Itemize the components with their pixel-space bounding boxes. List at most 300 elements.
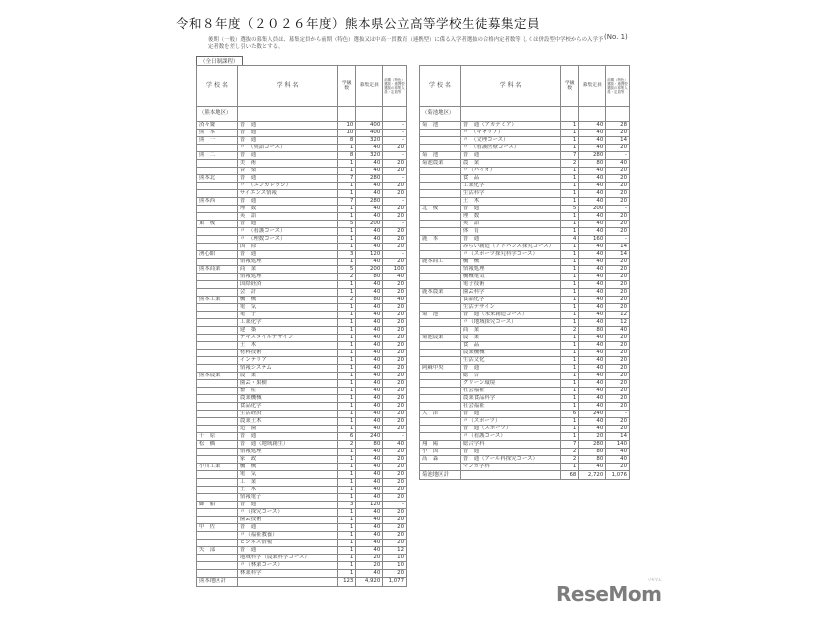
table-row: [197, 281, 407, 289]
capacity-cell: 40: [356, 456, 383, 464]
capacity-cell: 40: [356, 357, 383, 365]
classes-cell: 1: [338, 190, 356, 198]
capacity-cell: 40: [356, 182, 383, 190]
school-cell: [420, 425, 461, 433]
dept-cell: 普 通（未来創造コース）: [460, 311, 560, 319]
classes-cell: 1: [561, 243, 579, 251]
classes-cell: 1: [561, 213, 579, 221]
table-row: [420, 342, 630, 350]
classes-cell: 6: [561, 410, 579, 418]
dept-cell: ビジネス情報: [237, 539, 337, 547]
dept-cell: 理 数: [237, 205, 337, 213]
quota-cell: 20: [383, 524, 407, 532]
table-row: [197, 137, 407, 145]
quota-cell: 20: [606, 463, 630, 471]
capacity-cell: 4,920: [356, 577, 383, 586]
capacity-cell: 40: [579, 365, 606, 373]
classes-cell: 3: [338, 501, 356, 509]
table-row: [197, 440, 407, 448]
capacity-cell: 120: [356, 251, 383, 259]
dept-cell: 情報処理: [237, 448, 337, 456]
classes-cell: 6: [338, 433, 356, 441]
dept-cell: 情報処理: [460, 266, 560, 274]
school-cell: [197, 532, 238, 540]
school-cell: 熊 二: [197, 152, 238, 160]
school-cell: （熊本地区）: [197, 107, 238, 122]
quota-cell: 14: [606, 137, 630, 145]
classes-cell: 10: [338, 122, 356, 130]
school-cell: [420, 213, 461, 221]
school-cell: 熊本農業: [197, 372, 238, 380]
table-row: [420, 365, 630, 373]
classes-cell: 5: [338, 220, 356, 228]
table-row: [420, 175, 630, 183]
capacity-cell: 400: [356, 129, 383, 137]
dept-cell: 音 楽: [237, 167, 337, 175]
dept-cell: 土 木: [460, 197, 560, 205]
classes-cell: 123: [338, 577, 356, 586]
dept-cell: 生活文化: [460, 357, 560, 365]
right-header-row: [420, 66, 630, 107]
table-row: [197, 205, 407, 213]
capacity-cell: 40: [579, 228, 606, 236]
capacity-cell: 40: [356, 425, 383, 433]
classes-cell: 1: [338, 554, 356, 562]
classes-cell: 68: [561, 471, 579, 480]
dept-cell: 農 業: [237, 372, 337, 380]
quota-cell: 20: [383, 418, 407, 426]
table-row: [197, 448, 407, 456]
school-cell: [197, 243, 238, 251]
table-row: [420, 387, 630, 395]
capacity-header: 募集定員: [356, 66, 383, 107]
dept-cell: [237, 577, 337, 586]
dept-cell: 普 通: [237, 137, 337, 145]
capacity-cell: 40: [356, 478, 383, 486]
table-row: [197, 251, 407, 259]
quota-cell: 20: [383, 349, 407, 357]
quota-cell: 20: [383, 456, 407, 464]
quota-cell: 20: [606, 228, 630, 236]
table-row: [197, 478, 407, 486]
dept-cell: 〃 （英語コース）: [237, 144, 337, 152]
capacity-cell: 40: [579, 418, 606, 426]
table-row: [197, 547, 407, 555]
capacity-cell: 40: [579, 319, 606, 327]
quota-cell: 10: [383, 554, 407, 562]
table-row: [197, 342, 407, 350]
dept-cell: 商 業: [460, 327, 560, 335]
table-row: [197, 273, 407, 281]
classes-cell: 4: [561, 235, 579, 243]
capacity-cell: 160: [579, 235, 606, 243]
dept-cell: 農業機械: [460, 349, 560, 357]
quota-cell: 20: [383, 258, 407, 266]
classes-cell: 1: [338, 205, 356, 213]
quota-cell: 20: [383, 304, 407, 312]
quota-cell: 20: [383, 471, 407, 479]
dept-cell: 普 通（アール科探究コース）: [460, 456, 560, 464]
school-cell: [420, 349, 461, 357]
school-cell: [197, 281, 238, 289]
school-cell: [197, 205, 238, 213]
capacity-cell: 40: [579, 190, 606, 198]
dept-cell: 建 築: [237, 327, 337, 335]
table-row: [197, 235, 407, 243]
quota-cell: 20: [383, 516, 407, 524]
school-cell: [197, 562, 238, 570]
classes-cell: 1: [561, 251, 579, 259]
school-cell: 菊 池: [420, 122, 461, 130]
classes-cell: 1: [338, 395, 356, 403]
quota-cell: 28: [606, 122, 630, 130]
dept-cell: 〃（福祉教養）: [237, 532, 337, 540]
capacity-cell: 280: [356, 197, 383, 205]
quota-cell: 20: [383, 570, 407, 578]
region-row: [197, 107, 407, 122]
table-row: [420, 137, 630, 145]
quota-cell: 20: [606, 425, 630, 433]
dept-cell: 普 通（アカデミア）: [460, 122, 560, 130]
school-cell: 鹿本商工: [420, 258, 461, 266]
table-row: [197, 182, 407, 190]
table-row: [197, 570, 407, 578]
table-row: [420, 402, 630, 410]
capacity-cell: 40: [579, 175, 606, 183]
classes-cell: 1: [338, 448, 356, 456]
dept-header: 学 科 名: [460, 66, 560, 107]
school-cell: 湧心館: [197, 251, 238, 259]
capacity-cell: 280: [579, 152, 606, 160]
school-cell: 熊 本: [197, 129, 238, 137]
capacity-cell: 40: [356, 365, 383, 373]
table-row: [197, 243, 407, 251]
capacity-cell: 40: [579, 258, 606, 266]
quota-header: 前期（特色）選抜・連携型選抜の募集人員・定員等: [383, 66, 407, 107]
capacity-cell: 40: [579, 380, 606, 388]
dept-cell: テキスタイルデザイン: [237, 334, 337, 342]
quota-cell: 12: [606, 311, 630, 319]
dept-cell: 家 政: [237, 456, 337, 464]
quota-cell: 14: [606, 433, 630, 441]
dept-cell: 理 数: [460, 213, 560, 221]
dept-cell: [460, 107, 560, 122]
table-row: [197, 471, 407, 479]
table-row: [197, 129, 407, 137]
school-cell: [197, 144, 238, 152]
quota-cell: 20: [606, 144, 630, 152]
capacity-cell: 40: [579, 349, 606, 357]
school-header: 学 校 名: [420, 66, 461, 107]
classes-cell: 5: [338, 266, 356, 274]
capacity-cell: 80: [579, 159, 606, 167]
quota-cell: 20: [383, 486, 407, 494]
region-row: [420, 107, 630, 122]
capacity-cell: 40: [579, 144, 606, 152]
classes-cell: 1: [561, 357, 579, 365]
table-row: [197, 159, 407, 167]
table-row: [197, 190, 407, 198]
dept-cell: 〃（バイオ）: [460, 167, 560, 175]
classes-cell: 1: [561, 137, 579, 145]
table-row: [197, 167, 407, 175]
classes-cell: 7: [561, 152, 579, 160]
dept-cell: [237, 107, 337, 122]
quota-cell: 20: [606, 190, 630, 198]
school-cell: [197, 258, 238, 266]
quota-cell: 20: [606, 129, 630, 137]
school-cell: 松 橋: [197, 440, 238, 448]
classes-cell: 1: [338, 463, 356, 471]
capacity-cell: 40: [356, 235, 383, 243]
dept-cell: 農 業: [460, 334, 560, 342]
table-row: [420, 311, 630, 319]
classes-cell: 1: [561, 258, 579, 266]
table-row: [420, 273, 630, 281]
school-cell: [420, 463, 461, 471]
classes-cell: 1: [338, 456, 356, 464]
classes-cell: 1: [561, 342, 579, 350]
quota-cell: 20: [606, 357, 630, 365]
school-cell: [197, 471, 238, 479]
table-row: [420, 190, 630, 198]
classes-cell: 1: [338, 425, 356, 433]
classes-cell: 1: [338, 478, 356, 486]
dept-cell: 普 通: [237, 524, 337, 532]
quota-cell: -: [383, 433, 407, 441]
dept-header: 学 科 名: [237, 66, 337, 107]
school-cell: 菊 池: [420, 311, 461, 319]
table-row: [420, 456, 630, 464]
classes-cell: 1: [561, 281, 579, 289]
classes-cell: 1: [338, 327, 356, 335]
school-cell: [420, 220, 461, 228]
school-cell: 甲 佐: [197, 524, 238, 532]
quota-cell: -: [383, 122, 407, 130]
dept-cell: サイエンス情報: [237, 190, 337, 198]
school-cell: 高 森: [420, 456, 461, 464]
dept-cell: 生活経済: [237, 410, 337, 418]
school-cell: [420, 395, 461, 403]
dept-cell: 電 気: [237, 471, 337, 479]
dept-cell: 電子技術: [460, 281, 560, 289]
table-row: [420, 357, 630, 365]
classes-cell: 1: [338, 235, 356, 243]
quota-cell: 20: [383, 167, 407, 175]
school-cell: [197, 478, 238, 486]
classes-cell: 1: [338, 570, 356, 578]
table-row: [197, 509, 407, 517]
school-cell: [420, 182, 461, 190]
capacity-cell: 80: [356, 273, 383, 281]
capacity-cell: 40: [579, 243, 606, 251]
school-cell: [420, 137, 461, 145]
classes-cell: 1: [561, 273, 579, 281]
classes-cell: 1: [561, 311, 579, 319]
classes-cell: 1: [561, 380, 579, 388]
classes-header: 学級数: [561, 66, 579, 107]
school-cell: [420, 190, 461, 198]
table-row: [197, 395, 407, 403]
school-cell: [420, 129, 461, 137]
capacity-cell: 40: [356, 311, 383, 319]
quota-cell: -: [606, 410, 630, 418]
capacity-cell: 280: [356, 175, 383, 183]
school-cell: [197, 402, 238, 410]
capacity-cell: 240: [579, 410, 606, 418]
quota-cell: 20: [606, 349, 630, 357]
classes-cell: 1: [338, 380, 356, 388]
capacity-cell: 40: [356, 281, 383, 289]
table-row: [197, 380, 407, 388]
table-row: [420, 129, 630, 137]
quota-cell: 20: [606, 380, 630, 388]
classes-cell: 1: [338, 228, 356, 236]
quota-cell: -: [383, 501, 407, 509]
dept-cell: 情報処理: [237, 273, 337, 281]
quota-cell: 20: [383, 509, 407, 517]
dept-cell: 普 通: [460, 152, 560, 160]
dept-cell: 造 園: [237, 425, 337, 433]
classes-cell: 1: [338, 334, 356, 342]
capacity-cell: 40: [579, 213, 606, 221]
school-cell: 菊池農業: [420, 159, 461, 167]
school-cell: [197, 554, 238, 562]
table-row: [420, 205, 630, 213]
dept-cell: 園芸技術: [237, 516, 337, 524]
school-cell: [420, 197, 461, 205]
table-row: [420, 220, 630, 228]
quota-cell: 20: [606, 266, 630, 274]
school-cell: [420, 342, 461, 350]
table-row: [420, 372, 630, 380]
dept-cell: 情報処理: [237, 258, 337, 266]
table-row: [420, 266, 630, 274]
quota-cell: 40: [606, 456, 630, 464]
table-row: [420, 122, 630, 130]
capacity-cell: 40: [579, 387, 606, 395]
school-cell: 菊池地区計: [420, 471, 461, 480]
note-text: 後期（一般）選抜の募集人員は、募集定員から前期（特色）選抜又は中高一貫教育（連携型）に係る入学者選抜の合格内定者数等 しくは併設型中学校からの入学予定者数を差し引いた数とする。: [208, 37, 604, 51]
dept-cell: 情報システム: [237, 365, 337, 373]
classes-cell: 2: [338, 273, 356, 281]
dept-cell: 工業化学: [460, 182, 560, 190]
school-cell: [420, 144, 461, 152]
classes-cell: 2: [338, 296, 356, 304]
table-row: [420, 395, 630, 403]
school-cell: [420, 433, 461, 441]
dept-cell: 情報電子: [237, 494, 337, 502]
capacity-cell: 40: [356, 547, 383, 555]
dept-cell: 〃（スポーツ）: [460, 418, 560, 426]
quota-cell: 20: [383, 463, 407, 471]
classes-cell: 1: [561, 395, 579, 403]
dept-cell: 材料技術: [237, 349, 337, 357]
page-number: (No. 1): [604, 33, 628, 41]
capacity-cell: 40: [579, 463, 606, 471]
quota-cell: 20: [606, 289, 630, 297]
quota-cell: 20: [383, 365, 407, 373]
quota-cell: [606, 107, 630, 122]
dept-cell: 機 械: [460, 258, 560, 266]
quota-cell: 20: [383, 372, 407, 380]
capacity-cell: 80: [356, 440, 383, 448]
table-row: [197, 372, 407, 380]
school-cell: [197, 182, 238, 190]
dept-cell: 商 業: [237, 266, 337, 274]
table-row: [420, 197, 630, 205]
classes-cell: [338, 107, 356, 122]
capacity-cell: 40: [579, 137, 606, 145]
table-row: [420, 463, 630, 471]
school-cell: [197, 380, 238, 388]
classes-cell: 2: [561, 448, 579, 456]
dept-cell: 生活デザイン: [460, 304, 560, 312]
table-row: [197, 486, 407, 494]
dept-cell: 普 通: [460, 235, 560, 243]
capacity-cell: 40: [356, 463, 383, 471]
table-row: [420, 327, 630, 335]
classes-header: 学級数: [338, 66, 356, 107]
table-row: [197, 456, 407, 464]
dept-cell: 〃（林業コース）: [237, 562, 337, 570]
school-cell: [197, 327, 238, 335]
classes-cell: 1: [338, 213, 356, 221]
school-cell: [420, 273, 461, 281]
dept-cell: 電 気: [237, 304, 337, 312]
quota-cell: 20: [606, 365, 630, 373]
classes-cell: 1: [338, 311, 356, 319]
school-cell: 小川工業: [197, 463, 238, 471]
table-row: [420, 258, 630, 266]
dept-cell: 畜 産: [237, 387, 337, 395]
dept-cell: 普 通: [460, 365, 560, 373]
dept-cell: 機 械: [237, 463, 337, 471]
capacity-cell: [356, 107, 383, 122]
quota-cell: 14: [606, 243, 630, 251]
school-cell: [420, 372, 461, 380]
quota-cell: -: [383, 129, 407, 137]
school-header: 学 校 名: [197, 66, 238, 107]
classes-cell: 1: [338, 387, 356, 395]
right-table-body: [420, 107, 630, 480]
table-row: [197, 319, 407, 327]
school-cell: [420, 251, 461, 259]
capacity-cell: 40: [356, 532, 383, 540]
dept-cell: 普 通: [237, 129, 337, 137]
school-cell: [197, 539, 238, 547]
table-row: [197, 387, 407, 395]
table-row: [197, 433, 407, 441]
classes-cell: 5: [561, 205, 579, 213]
classes-cell: 1: [338, 357, 356, 365]
capacity-cell: 40: [356, 258, 383, 266]
capacity-cell: 40: [356, 213, 383, 221]
table-row: [197, 425, 407, 433]
quota-cell: 20: [606, 387, 630, 395]
school-cell: 北 稜: [420, 205, 461, 213]
classes-cell: 3: [338, 251, 356, 259]
dept-cell: マンガ学科: [460, 463, 560, 471]
classes-cell: 1: [561, 220, 579, 228]
classes-cell: [561, 107, 579, 122]
school-cell: [197, 486, 238, 494]
dept-cell: 普 通: [237, 175, 337, 183]
classes-cell: 2: [561, 456, 579, 464]
school-cell: 菊 池: [420, 152, 461, 160]
capacity-cell: 40: [579, 372, 606, 380]
capacity-cell: 20: [579, 433, 606, 441]
